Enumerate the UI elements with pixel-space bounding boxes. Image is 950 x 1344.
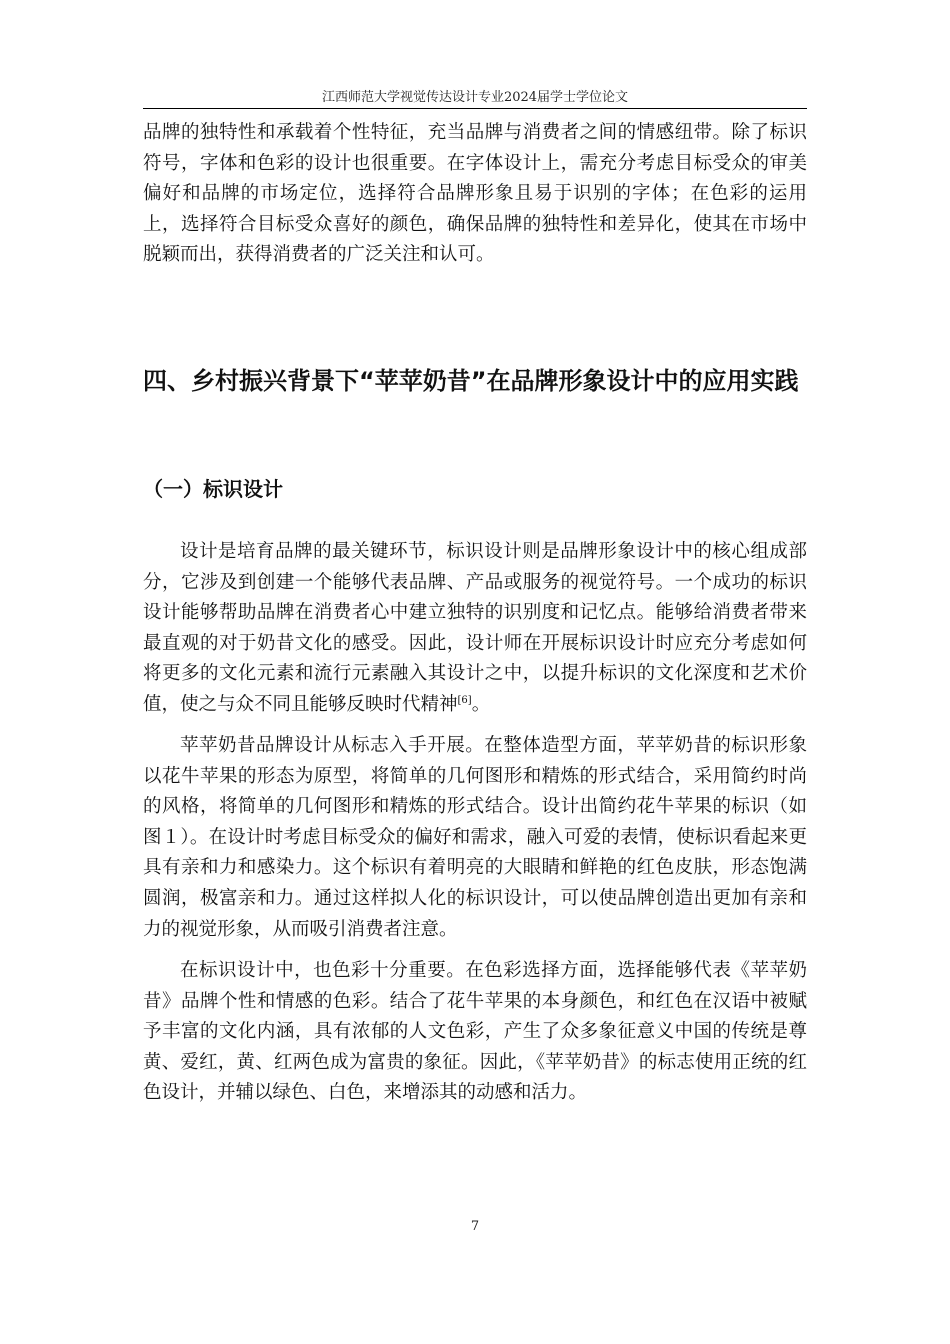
- citation-reference: [6]: [457, 694, 472, 706]
- paragraph-end: 。: [471, 693, 491, 715]
- paragraph-logo-color: 在标识设计中，也色彩十分重要。在色彩选择方面，选择能够代表《苹苹奶昔》品牌个性和情感的色彩。结合了花牛苹果的本身颜色，和红色在汉语中被赋予丰富的文化内涵，具有浓郁的人文色彩，产生了众多象征意义中国的传统是尊黄、爱红，黄、红两色成为富贵的象征。因此，《苹苹奶昔》的标志使用正统的红色设计，并辅以绿色、白色，来增添其的动感和活力。: [143, 960, 807, 1104]
- page-number: 7: [470, 1219, 480, 1234]
- paragraph-continued: 品牌的独特性和承载着个性特征，充当品牌与消费者之间的情感纽带。除了标识符号，字体和色彩的设计也很重要。在字体设计上，需充分考虑目标受众的审美偏好和品牌的市场定位，选择符合品牌形象且易于识别的字体；在色彩的运用上，选择符合目标受众喜好的颜色，确保品牌的独特性和差异化，使其在市场中脱颖而出，获得消费者的广泛关注和认可。: [143, 122, 807, 266]
- section-heading: （一）标识设计: [143, 477, 283, 501]
- chapter-heading: 四、乡村振兴背景下“苹苹奶昔”在品牌形象设计中的应用实践: [143, 367, 799, 395]
- paragraph-logo-shape: 苹苹奶昔品牌设计从标志入手开展。在整体造型方面，苹苹奶昔的标识形象以花牛苹果的形态为原型，将简单的几何图形和精炼的形式结合，采用简约时尚的风格，将简单的几何图形和精炼的形式结合。设计出简约花牛苹果的标识（如图１）。在设计时考虑目标受众的偏好和需求，融入可爱的表情，使标识看起来更具有亲和力和感染力。这个标识有着明亮的大眼睛和鲜艳的红色皮肤，形态饱满圆润，极富亲和力。通过这样拟人化的标识设计，可以使品牌创造出更加有亲和力的视觉形象，从而吸引消费者注意。: [143, 735, 807, 940]
- header-rule: [143, 108, 807, 109]
- paragraph-logo-design-intro: [143, 537, 807, 721]
- paragraph-text: 设计是培育品牌的最关键环节，标识设计则是品牌形象设计中的核心组成部分，它涉及到创建一个能够代表品牌、产品或服务的视觉符号。一个成功的标识设计能够帮助品牌在消费者心中建立独特的识别度和记忆点。能够给消费者带来最直观的对于奶昔文化的感受。因此，设计师在开展标识设计时应充分考虑如何将更多的文化元素和流行元素融入其设计之中，以提升标识的文化深度和艺术价值，使之与众不同且能够反映时代精神: [143, 541, 807, 715]
- running-header: 江西师范大学视觉传达设计专业2024届学士学位论文: [321, 90, 629, 105]
